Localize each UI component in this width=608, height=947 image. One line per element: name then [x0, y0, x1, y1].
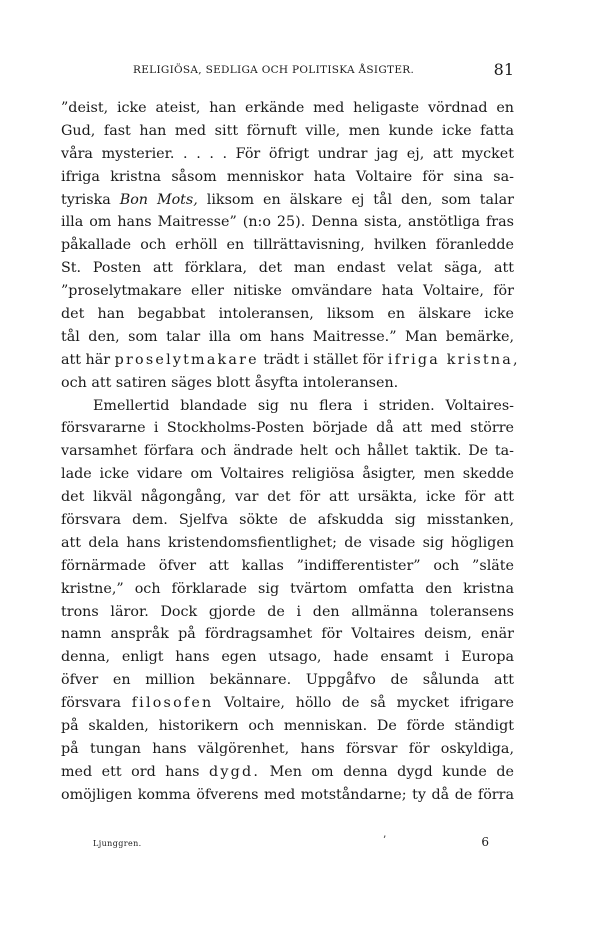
text-line: på tungan hans välgörenhet, hans försvar för oskyldiga, — [61, 740, 514, 757]
text-line: Emellertid blandade sig nu flera i striden. Voltaires- — [93, 397, 514, 414]
spaced-emphasis: filosofen — [131, 695, 214, 712]
text-line: att dela hans kristendomsfientlighet; de visade sig högligen — [61, 534, 514, 551]
page-number: 81 — [493, 60, 514, 79]
text-line: på skalden, historikern och menniskan. De förde ständigt — [61, 718, 514, 735]
text-line: denna, enligt hans egen utsago, hade ensamt i Europa — [61, 649, 514, 666]
text-line: illa om hans Maitresse” (n:o 25). Denna sista, anstötliga fras — [61, 214, 514, 231]
sheet-number: 6 — [481, 835, 489, 849]
text-line: det likväl någongång, var det för att ursäkta, icke för att — [61, 489, 514, 506]
text-line: det han begabbat intoleransen, liksom en älskare icke — [61, 306, 514, 323]
text-line: ”proselytmakare eller nitiske omvändare hata Voltaire, för — [61, 283, 514, 300]
text-line: St. Posten att förklara, det man endast velat säga, att — [61, 260, 514, 277]
text-line: våra mysterier. . . . . För öfrigt undrar jag ej, att mycket — [61, 145, 514, 162]
spaced-emphasis: proselytmakare — [114, 351, 259, 368]
page-header — [91, 60, 516, 82]
printer-mark: ’ — [383, 835, 387, 846]
spaced-emphasis: ifriga kristna, — [387, 351, 520, 368]
text-line: trons läror. Dock gjorde de i den allmänna toleransens — [61, 603, 514, 620]
text-line: Gud, fast han med sitt förnuft ville, men kunde icke fatta — [61, 122, 514, 139]
text-line: med ett ord hans dygd. Men om denna dygd kunde de — [61, 763, 514, 780]
text-line: ifriga kristna såsom menniskor hata Voltaire för sina sa- — [61, 168, 514, 185]
text-line: förnärmade öfver att kallas ”indifferentister” och ”släte — [61, 557, 514, 574]
page-footer — [93, 836, 489, 852]
text-line: att här proselytmakare trädt i stället för ifriga kristna, — [61, 351, 520, 368]
text-line: försvara dem. Sjelfva sökte de afskudda sig misstanken, — [61, 512, 514, 529]
text-line: försvara filosofen Voltaire, höllo de så mycket ifrigare — [61, 695, 515, 712]
printer-signature: Ljunggren. — [93, 839, 142, 848]
italic-phrase: Bon Mots, — [119, 191, 198, 208]
text-line: lade icke vidare om Voltaires religiösa åsigter, men skedde — [61, 466, 514, 483]
text-line: namn anspråk på fördragsamhet för Voltaires deism, enär — [61, 626, 514, 643]
running-title: RELIGIÖSA, SEDLIGA OCH POLITISKA ÅSIGTER. — [133, 64, 415, 76]
text-line: öfver en million bekännare. Uppgåfvo de sålunda att — [61, 672, 514, 689]
text-line: kristne,” och förklarade sig tvärtom omfatta den kristna — [61, 580, 514, 597]
spaced-emphasis: dygd. — [209, 763, 261, 780]
text-line: försvararne i Stockholms-Posten började då att med större — [61, 420, 514, 437]
body-text — [61, 97, 520, 807]
text-line: ”deist, icke ateist, han erkände med heligaste vördnad en — [61, 100, 514, 116]
text-line: och att satiren säges blott åsyfta intoleransen. — [61, 374, 399, 391]
text-line: tyriska Bon Mots, liksom en älskare ej tål den, som talar — [61, 191, 514, 208]
text-line: varsamhet förfara och ändrade helt och hållet taktik. De ta- — [61, 443, 514, 460]
text-line: omöjligen komma öfverens med motståndarne; ty då de förra — [61, 786, 514, 803]
text-line: påkallade och erhöll en tillrättavisning, hvilken föranledde — [61, 237, 514, 254]
text-line: tål den, som talar illa om hans Maitresse.” Man bemärke, — [61, 328, 514, 345]
